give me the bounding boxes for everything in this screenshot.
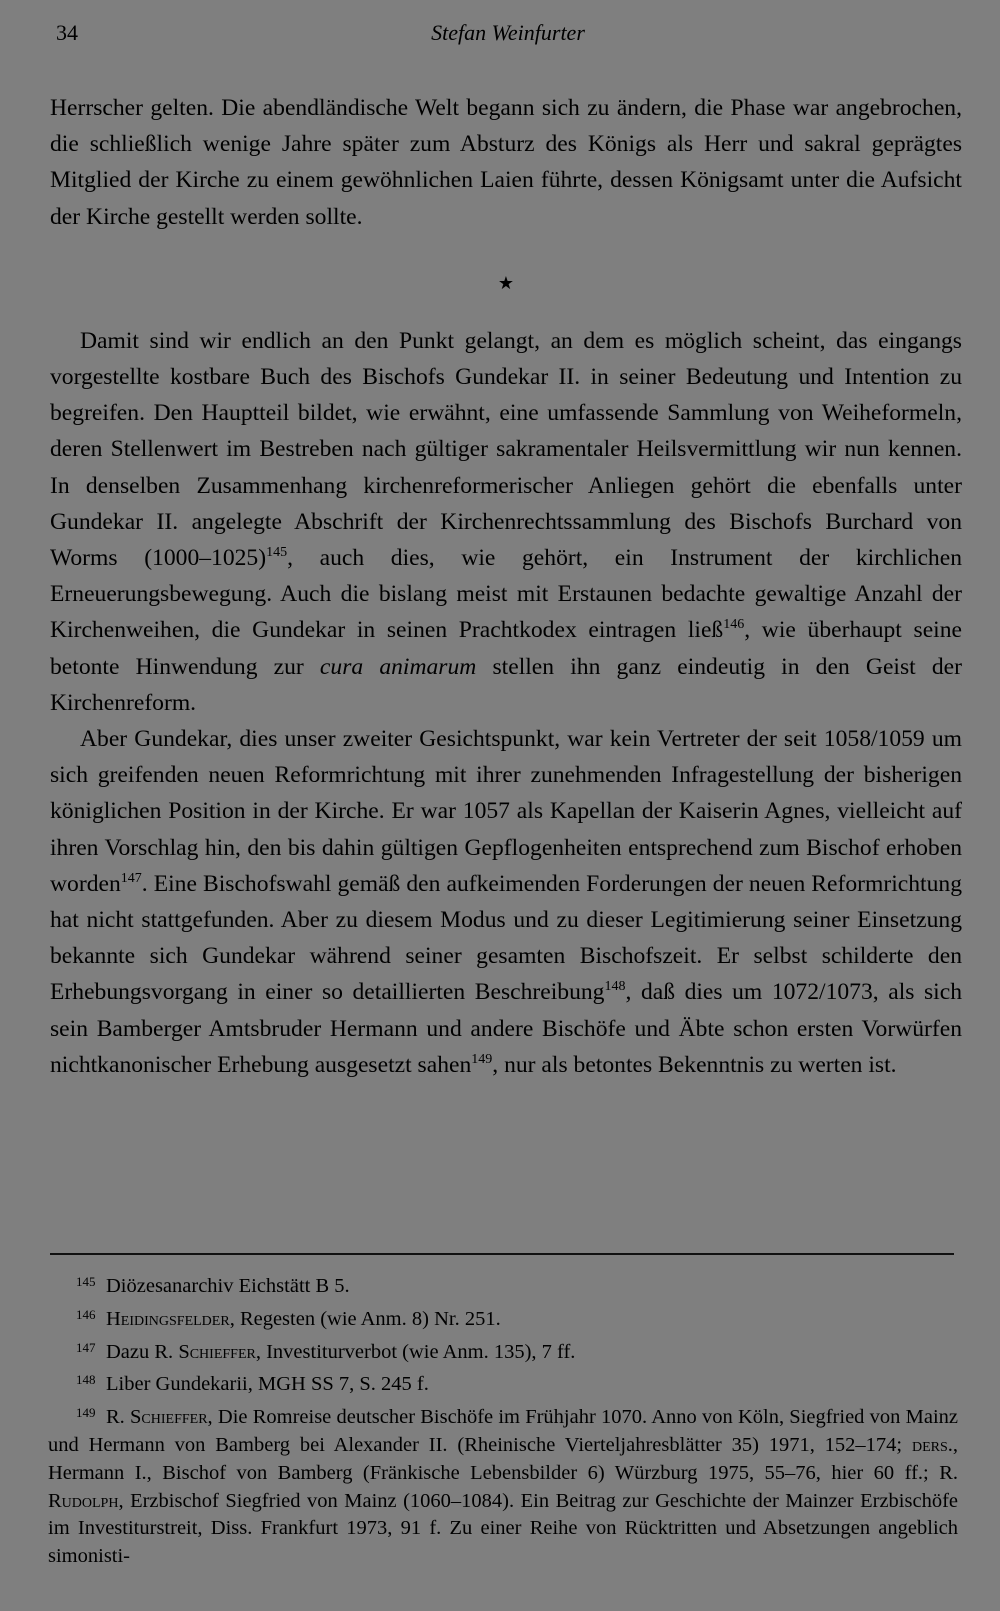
footnote-number: 149 <box>76 1405 96 1421</box>
section-separator-star: ★ <box>497 272 515 293</box>
author-name: Schieffer <box>178 1340 256 1363</box>
paragraph-3: Aber Gundekar, dies unser zweiter Gesichtspunkt, war kein Vertreter der seit 1058/1059 um sich greifenden neuen Reformrichtung mit ihrer zunehmenden Infragestellung der bisherigen königlichen Position in der Kirche. Er war 1057 als Kapellan der Kaiserin Agnes, vielleicht auf ihren Vorschlag hin, den bis dahin gültigen Gepflogenheiten entsprechend zum Bischof erhoben worden$^{147}$. Eine Bischofswahl gemäß den aufkeimenden Forderungen der neuen Reformrichtung hat nicht stattgefunden. Aber zu diesem Modus und zu dieser Legitimierung seiner Einsetzung bekannte sich Gundekar während seiner gesamten Bischofszeit. Er selbst schilderte den Erhebungsvorgang in einer so detaillierten Beschreibung$^{148}$, daß dies um 1072/1073, als sich sein Bamberger Amtsbruder Hermann und andere Bischöfe und Äbte schon ersten Vorwürfen nichtkanonischer Erhebung ausgesetzt sahen$^{149}$, nur als betontes Bekenntnis zu werten ist. <box>50 726 963 1078</box>
author-name: Heidingsfelder <box>106 1307 230 1330</box>
main-text <box>50 90 962 1083</box>
footnote-number: 145 <box>76 1274 96 1289</box>
footnote-number: 147 <box>76 1339 96 1355</box>
running-head-author: Stefan Weinfurter <box>431 20 585 45</box>
footnote-divider <box>50 1253 954 1255</box>
footnote-ref-148[interactable]: 148 <box>604 979 626 995</box>
running-header <box>56 20 960 50</box>
page-number: 34 <box>56 20 78 45</box>
footnote-ref-147[interactable]: 147 <box>120 871 142 886</box>
author-name: Rudolph <box>48 1489 119 1512</box>
paragraph-2: Damit sind wir endlich an den Punkt gelangt, an dem es möglich scheint, das eingangs vorgestellte kostbare Buch des Bischofs Gundekar II. in seiner Bedeutung und Intention zu begreifen. Den Hauptteil bildet, wie erwähnt, eine umfassende Sammlung von Weiheformeln, deren Stellenwert im Bestreben nach gültiger sakramentaler Heilsvermittlung wir nun kennen. In denselben Zusammenhang kirchenreformerischer Anliegen gehört die ebenfalls unter Gundekar II. angelegte Abschrift der Kirchenrechtssammlung des Bischofs Burchard von Worms (1000–1025)$^{145}$, auch dies, wie gehört, ein Instrument der kirchlichen Erneuerungsbewegung. Auch die bislang meist mit Erstaunen bedachte gewaltige Anzahl der Kirchenweihen, die Gundekar in seinen Prachtkodex eintragen ließ$^{146}$, wie überhaupt seine betonte Hinwendung zur cura animarum stellen ihn ganz eindeutig in den Geist der Kirchenreform. <box>50 327 963 716</box>
italic-term: cura animarum <box>319 653 477 680</box>
footnote-146: 146 Heidingsfelder, Regesten (wie Anm. 8) Nr. 251. <box>48 1301 958 1334</box>
author-name: Schieffer <box>130 1406 208 1429</box>
footnote-ref-146[interactable]: 146 <box>723 617 745 633</box>
footnote-number: 146 <box>76 1306 96 1322</box>
footnotes <box>48 1268 958 1571</box>
footnote-145: 145 Diözesanarchiv Eichstätt B 5. <box>48 1268 958 1301</box>
footnote-ref-145[interactable]: 145 <box>266 545 288 561</box>
footnote-149: 149 R. Schieffer, Die Romreise deutscher Bischöfe im Frühjahr 1070. Anno von Köln, Siegfried von Mainz und Hermann von Bamberg bei Alexander II. (Rheinische Vierteljahresblätter 35) 1971, 152–174; ders., Hermann I., Bischof von Bamberg (Fränkische Lebensbilder 6) Würzburg 1975, 55–76, hier 60 ff.; R. Rudolph, Erzbischof Siegfried von Mainz (1060–1084). Ein Beitrag zur Geschichte der Mainzer Erzbischöfe im Investiturstreit, Diss. Frankfurt 1973, 91 f. Zu einer Reihe von Rücktritten und Absetzungen angeblich simonisti- <box>48 1399 958 1571</box>
footnote-148: 148 Liber Gundekarii, MGH SS 7, S. 245 f. <box>48 1366 958 1399</box>
footnote-number: 148 <box>76 1372 96 1388</box>
author-name: ders <box>911 1433 948 1456</box>
paragraph-1: Herrscher gelten. Die abendländische Welt begann sich zu ändern, die Phase war angebrochen, die schließlich wenige Jahre später zum Absturz des Königs als Herr und sakral geprägtes Mitglied der Kirche zu einem gewöhnlichen Laien führte, dessen Königsamt unter die Aufsicht der Kirche gestellt werden sollte. <box>50 95 962 230</box>
footnote-ref-149[interactable]: 149 <box>471 1052 493 1068</box>
footnote-147: 147 Dazu R. Schieffer, Investiturverbot (wie Anm. 135), 7 ff. <box>48 1334 958 1367</box>
